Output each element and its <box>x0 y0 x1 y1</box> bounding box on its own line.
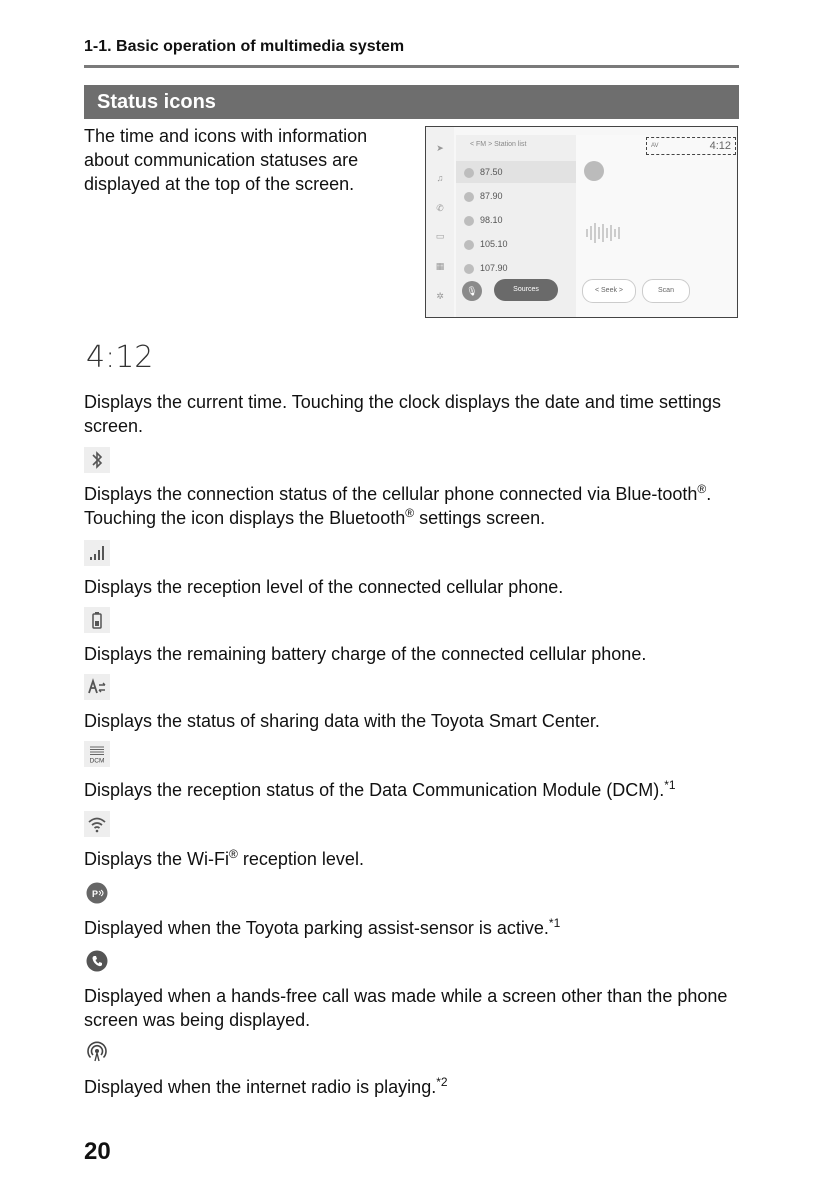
station-row[interactable] <box>464 257 572 279</box>
station-freq: 98.10 <box>480 215 503 225</box>
multimedia-screenshot <box>425 126 738 318</box>
station-freq: 105.10 <box>480 239 508 249</box>
data-sharing-icon <box>84 674 110 700</box>
intro-text: The time and icons with information about communication statuses are displayed at the top of the screen. <box>84 126 368 194</box>
station-freq: 107.90 <box>480 263 508 273</box>
apps-icon: ▦ <box>435 261 445 271</box>
status-clock[interactable]: 4:12 <box>709 140 731 152</box>
sources-button[interactable]: Sources <box>494 279 558 301</box>
station-icon <box>464 168 474 178</box>
breadcrumb: < FM > Station list <box>470 141 527 148</box>
station-logo <box>584 161 604 181</box>
wifi-description: Displays the Wi-Fi® reception level. <box>84 847 364 869</box>
page-number: 20 <box>84 1138 111 1165</box>
settings-icon: ✲ <box>436 291 444 301</box>
phone-icon <box>84 948 110 974</box>
station-icon <box>464 216 474 226</box>
seek-button[interactable]: < Seek > <box>582 279 636 303</box>
station-row[interactable] <box>464 185 572 207</box>
signal-description: Displays the reception level of the connected cellular phone. <box>84 577 564 597</box>
signal-icon <box>84 540 110 566</box>
waveform-graphic <box>586 223 634 245</box>
svg-text:DCM: DCM <box>89 757 105 765</box>
car-icon: ▭ <box>435 231 445 241</box>
parking-assist-description: Displayed when the Toyota parking assist-sensor is active.$^{*1}$ <box>84 916 561 938</box>
section-heading: Status icons <box>84 85 739 119</box>
microphone-button[interactable]: 🎙 <box>462 281 482 301</box>
parking-assist-icon <box>84 880 110 906</box>
navigation-icon: ➤ <box>436 143 444 153</box>
dcm-icon <box>84 741 110 767</box>
music-icon: ♫ <box>436 173 444 183</box>
internet-radio-description: Displayed when the internet radio is playing.$^{*2}$ <box>84 1075 448 1097</box>
station-freq: 87.50 <box>480 167 503 177</box>
station-freq: 87.90 <box>480 191 503 201</box>
wifi-icon <box>84 811 110 837</box>
data-sharing-description: Displays the status of sharing data with the Toyota Smart Center. <box>84 711 600 731</box>
status-bar-highlight <box>646 137 736 155</box>
clock-display: 4:12 <box>86 340 154 375</box>
scan-button[interactable]: Scan <box>642 279 690 303</box>
dcm-description: Displays the reception status of the Data Communication Module (DCM).$^{*1}$ <box>84 778 676 800</box>
station-row[interactable] <box>464 233 572 255</box>
station-icon <box>464 192 474 202</box>
station-row[interactable] <box>464 209 572 231</box>
status-icons: AV <box>651 143 659 149</box>
bluetooth-description: Displays the connection status of the cellular phone connected via Blue-tooth®. Touching the icon displays the Bluetooth® settings screen. <box>84 482 712 528</box>
phone-description: Displayed when a hands-free call was made while a screen other than the phone screen was being displayed. <box>84 986 728 1030</box>
internet-radio-icon <box>84 1039 110 1065</box>
phone-rail-icon: ✆ <box>436 203 444 213</box>
station-icon <box>464 240 474 250</box>
station-row[interactable] <box>456 161 576 183</box>
side-rail <box>426 127 454 317</box>
svg-text:P: P <box>91 889 99 899</box>
bluetooth-icon <box>84 447 110 473</box>
station-icon <box>464 264 474 274</box>
battery-description: Displays the remaining battery charge of the connected cellular phone. <box>84 644 647 664</box>
clock-description: Displays the current time. Touching the clock displays the date and time settings screen. <box>84 392 721 436</box>
battery-icon <box>84 607 110 633</box>
chapter-title: 1-1. Basic operation of multimedia system <box>84 38 739 68</box>
